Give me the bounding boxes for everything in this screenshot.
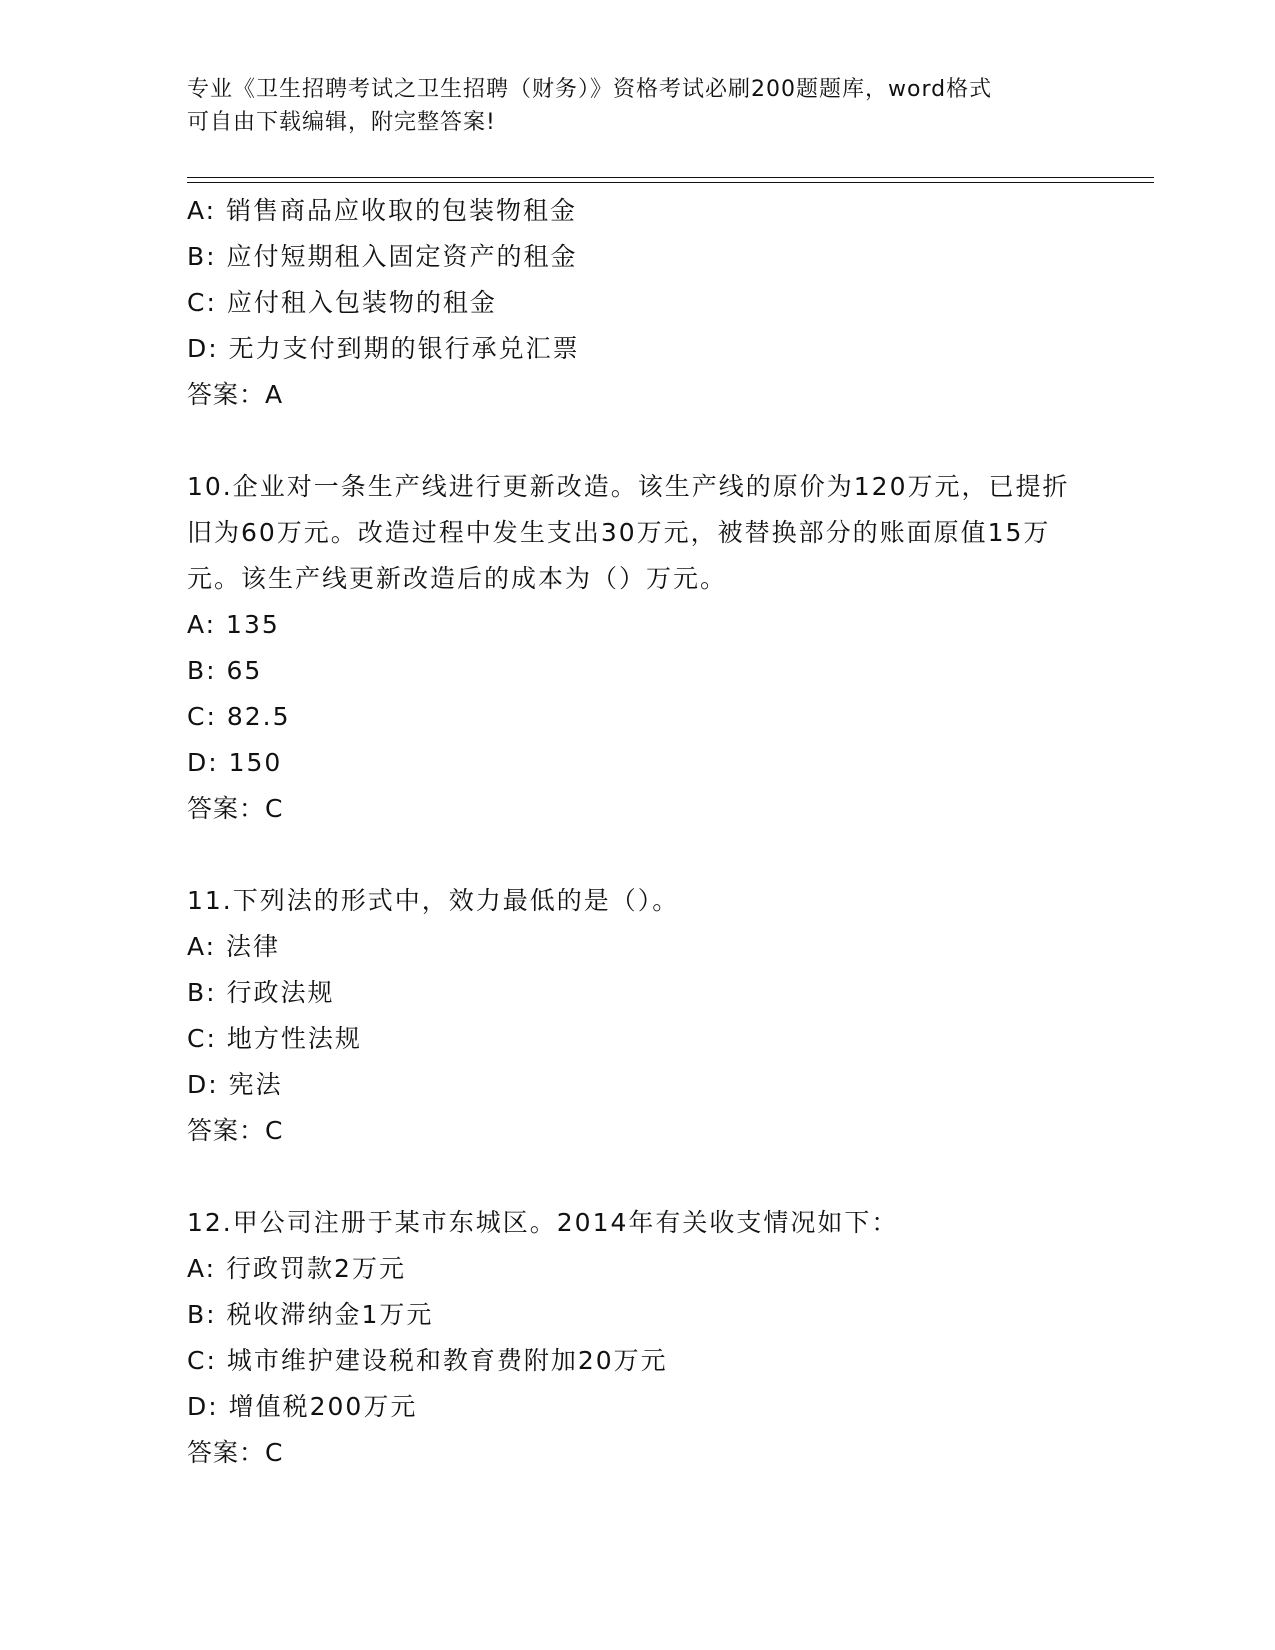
option-c: C: 城市维护建设税和教育费附加20万元: [187, 1346, 668, 1375]
question-stem: 10.企业对一条生产线进行更新改造。该生产线的原价为120万元，已提折旧为60万元。改造过程中发生支出30万元，被替换部分的账面原值15万元。该生产线更新改造后的成本为（）万元。: [187, 472, 1070, 593]
option-d: D: 无力支付到期的银行承兑汇票: [187, 334, 580, 363]
question-block: [187, 1200, 1087, 1476]
answer-line: 答案：C: [187, 1438, 284, 1467]
document-header: [187, 73, 1087, 139]
question-stem: 12.甲公司注册于某市东城区。2014年有关收支情况如下：: [187, 1208, 899, 1237]
question-list: [187, 188, 1087, 1476]
header-line-1: 专业《卫生招聘考试之卫生招聘（财务）》资格考试必刷200题题库，word格式: [187, 77, 993, 102]
answer-line: 答案：A: [187, 380, 284, 409]
header-divider-top: [187, 177, 1154, 178]
header-divider-bottom: [187, 182, 1154, 183]
option-d: D: 150: [187, 748, 283, 777]
option-a: A: 法律: [187, 932, 281, 961]
option-d: D: 宪法: [187, 1070, 283, 1099]
option-a: A: 行政罚款2万元: [187, 1254, 406, 1283]
question-block: [187, 464, 1087, 832]
option-b: B: 65: [187, 656, 263, 685]
answer-line: 答案：C: [187, 1116, 284, 1145]
option-c: C: 应付租入包装物的租金: [187, 288, 497, 317]
question-block: [187, 878, 1087, 1154]
option-b: B: 行政法规: [187, 978, 335, 1007]
option-c: C: 地方性法规: [187, 1024, 362, 1053]
option-b: B: 应付短期租入固定资产的租金: [187, 242, 578, 271]
option-a: A: 135: [187, 610, 280, 639]
header-line-2: 可自由下载编辑，附完整答案!: [187, 110, 496, 135]
option-c: C: 82.5: [187, 702, 291, 731]
question-block: [187, 188, 1087, 418]
option-d: D: 增值税200万元: [187, 1392, 418, 1421]
question-stem: 11.下列法的形式中，效力最低的是（）。: [187, 886, 680, 915]
option-b: B: 税收滞纳金1万元: [187, 1300, 434, 1329]
option-a: A: 销售商品应收取的包装物租金: [187, 196, 578, 225]
answer-line: 答案：C: [187, 794, 284, 823]
